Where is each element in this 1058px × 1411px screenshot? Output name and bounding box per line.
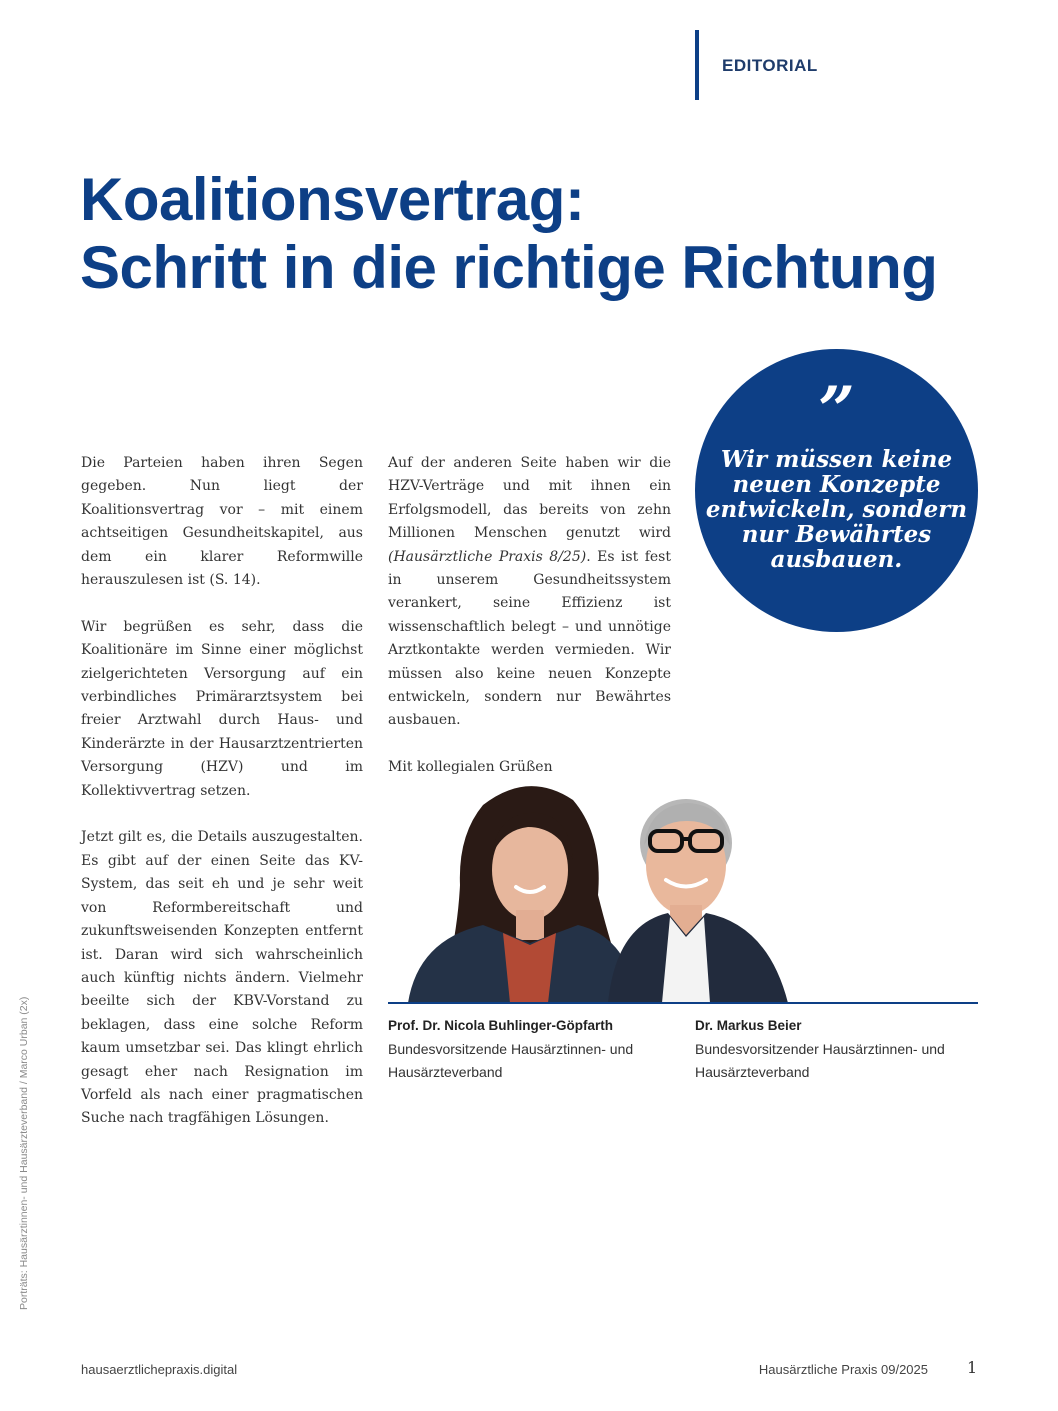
pull-quote-text: Wir müssen keine neuen Konzepte entwickeln, sondern nur Bewährtes ausbauen.	[705, 446, 968, 573]
body-paragraph: Die Parteien haben ihren Segen gegeben. Nun liegt der Koalitionsvertrag vor – mit einem achtseitigen Gesundheitskapitel, aus dem ein klarer Reformwille herauszulesen ist (S. 14).	[81, 455, 363, 589]
page-number: 1	[967, 1358, 978, 1377]
footer-website: hausaerztlichepraxis.digital	[81, 1362, 238, 1377]
headline-line-1: Koalitionsvertrag:	[80, 166, 585, 233]
footer-issue: Hausärztliche Praxis 09/2025	[758, 1362, 928, 1377]
person-role: Bundesvorsitzender Hausärztinnen- und Hausärzteverband	[695, 1040, 945, 1080]
headline-line-2: Schritt in die richtige Richtung	[80, 234, 938, 301]
source-reference: (Hausärztliche Praxis 8/25)	[388, 548, 587, 565]
body-column-2	[388, 452, 671, 803]
body-column-1	[81, 452, 363, 1154]
person-caption-2	[695, 1014, 985, 1085]
portrait-photo	[388, 765, 978, 1003]
section-label: EDITORIAL	[722, 56, 818, 75]
body-paragraph	[388, 452, 671, 733]
portrait-illustration	[388, 765, 978, 1003]
photo-credit: Porträts: Hausärztinnen- und Hausärzteverband / Marco Urban (2x)	[18, 996, 30, 1310]
section-accent-bar	[695, 30, 699, 100]
person-caption-1	[388, 1014, 678, 1085]
pull-quote	[695, 349, 978, 632]
person-name: Prof. Dr. Nicola Buhlinger-Göpfarth	[388, 1018, 614, 1033]
body-text: . Es ist fest in unserem Gesundheitssystem verankert, seine Effizienz ist wissenschaftlich belegt – und unnötige Arztkontakte werden vermieden. Wir müssen also keine neuen Konzepte entwickeln, sondern nur Bewährtes ausbauen.	[388, 548, 671, 729]
person-role: Bundesvorsitzende Hausärztinnen- und Hausärzteverband	[388, 1040, 634, 1080]
body-text: Auf der anderen Seite haben wir die HZV-Verträge und mit ihnen ein Erfolgsmodell, das bereits von zehn Millionen Menschen genutzt wird	[388, 455, 671, 542]
photo-divider	[388, 1002, 978, 1004]
person-name: Dr. Markus Beier	[695, 1018, 802, 1033]
headline	[80, 166, 1040, 302]
body-paragraph: Wir begrüßen es sehr, dass die Koalitionäre im Sinne einer möglichst zielgerichteten Versorgung auf ein verbindliches Primärarztsystem bei freier Arztwahl durch Haus- und Kinderärzte in der Hausarztzentrierten Versorgung (HZV) und im Kollektivvertrag setzen.	[81, 618, 363, 799]
body-paragraph: Jetzt gilt es, die Details auszugestalten. Es gibt auf der einen Seite das KV-System, das seit eh und je sehr weit von Reformbereitschaft und zukunftsweisenden Konzepten entfernt ist. Daran wird sich wahrscheinlich auch künftig nichts ändern. Vielmehr beeilte sich der KBV-Vorstand zu beklagen, dass eine solche Reform kaum umsetzbar sei. Das klingt ehrlich gesagt eher nach Resignation im Vorfeld als nach einer pragmatischen Suche nach tragfähigen Lösungen.	[81, 829, 363, 1127]
closing-line: Mit kollegialen Grüßen	[388, 759, 553, 776]
quote-mark-icon: ”	[818, 373, 855, 448]
